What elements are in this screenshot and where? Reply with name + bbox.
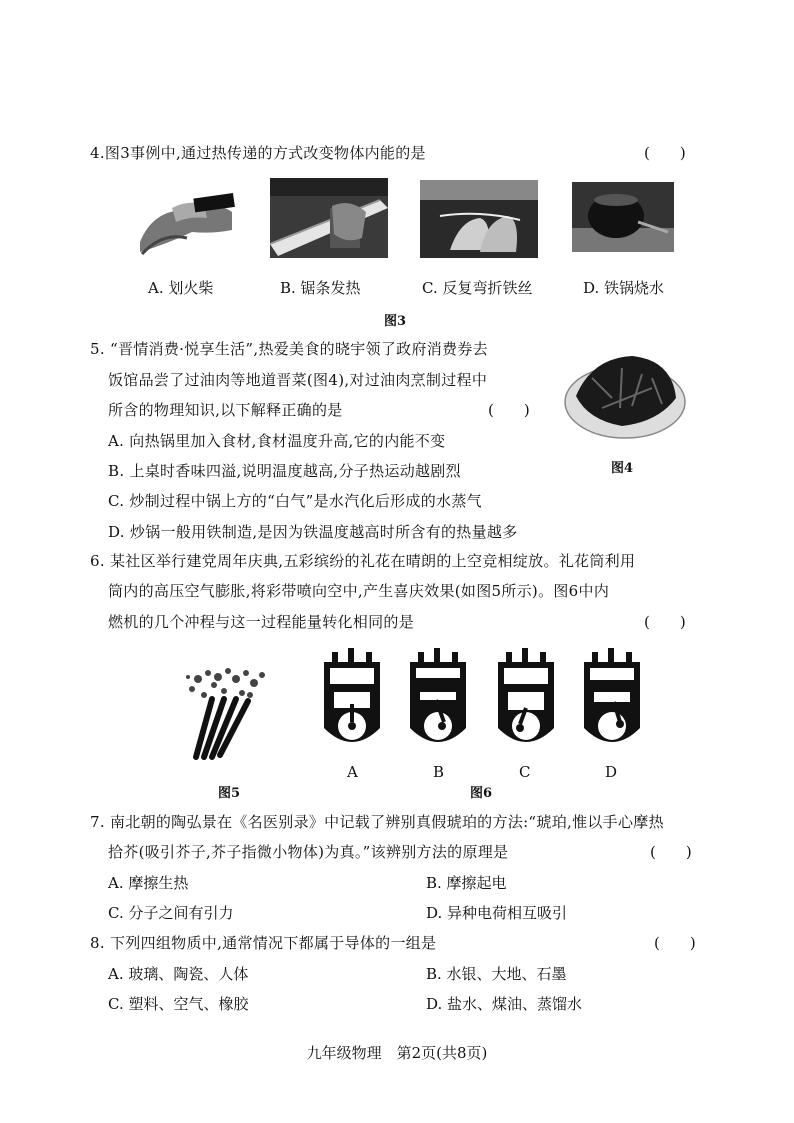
- q8-option-d: D. 盐水、煤油、蒸馏水: [426, 995, 583, 1013]
- q5-answer-paren: ( ): [488, 401, 530, 419]
- q5-stem-line-2: 饭馆品尝了过油肉等地道晋菜(图4),对过油肉烹制过程中: [108, 371, 488, 389]
- q7-option-a: A. 摩擦生热: [108, 874, 189, 892]
- q4-photo-iron-pot: [572, 182, 674, 252]
- q6-stem-line-1: 6. 某社区举行建党周年庆典,五彩缤纷的礼花在晴朗的上空竞相绽放。礼花筒利用: [90, 552, 636, 570]
- engine-label-c: C: [519, 763, 531, 781]
- fig6-label: 图6: [470, 786, 493, 801]
- engine-stroke-a: [320, 648, 384, 756]
- q4-photo-match: [132, 182, 240, 256]
- q4-option-d: D. 铁锅烧水: [583, 279, 665, 297]
- q5-stem-line-3: 所含的物理知识,以下解释正确的是: [108, 401, 343, 419]
- fig4-label: 图4: [611, 461, 634, 476]
- q5-option-a: A. 向热锅里加入食材,食材温度升高,它的内能不变: [108, 432, 446, 450]
- fig5-label: 图5: [218, 786, 241, 801]
- engine-stroke-b: [406, 648, 470, 756]
- q5-option-d: D. 炒锅一般用铁制造,是因为铁温度越高时所含有的热量越多: [108, 523, 518, 541]
- q5-option-c: C. 炒制过程中锅上方的“白气”是水汽化后形成的水蒸气: [108, 492, 482, 510]
- q7-answer-paren: ( ): [650, 843, 692, 861]
- engine-stroke-c: [494, 648, 558, 756]
- engine-stroke-d: [580, 648, 644, 756]
- q7-option-c: C. 分子之间有引力: [108, 904, 234, 922]
- q4-answer-paren: ( ): [644, 144, 686, 162]
- q5-photo-dish: [562, 348, 688, 444]
- q8-stem: 8. 下列四组物质中,通常情况下都属于导体的一组是: [90, 934, 437, 952]
- q8-option-b: B. 水银、大地、石墨: [426, 965, 567, 983]
- q8-option-c: C. 塑料、空气、橡胶: [108, 995, 249, 1013]
- q8-option-a: A. 玻璃、陶瓷、人体: [108, 965, 249, 983]
- q7-option-d: D. 异种电荷相互吸引: [426, 904, 568, 922]
- q4-photo-bend-wire: [420, 180, 538, 258]
- q6-stem-line-2: 筒内的高压空气膨胀,将彩带喷向空中,产生喜庆效果(如图5所示)。图6中内: [108, 582, 610, 600]
- q4-option-b: B. 锯条发热: [280, 279, 361, 297]
- q6-stem-line-3: 燃机的几个冲程与这一过程能量转化相同的是: [108, 613, 415, 631]
- q4-photo-saw: [270, 178, 388, 258]
- engine-label-b: B: [433, 763, 445, 781]
- q4-option-c: C. 反复弯折铁丝: [422, 279, 533, 297]
- engine-label-d: D: [605, 763, 618, 781]
- q7-stem-line-1: 7. 南北朝的陶弘景在《名医别录》中记载了辨别真假琥珀的方法:“琥珀,惟以手心摩热: [90, 813, 664, 831]
- q8-answer-paren: ( ): [654, 934, 696, 952]
- page-footer: 九年级物理 第2页(共8页): [306, 1044, 488, 1062]
- engine-label-a: A: [347, 763, 358, 781]
- q7-option-b: B. 摩擦起电: [426, 874, 507, 892]
- q6-answer-paren: ( ): [644, 613, 686, 631]
- q5-option-b: B. 上桌时香味四溢,说明温度越高,分子热运动越剧烈: [108, 462, 461, 480]
- q4-option-a: A. 划火柴: [148, 279, 214, 297]
- q4-stem: 4.图3事例中,通过热传递的方式改变物体内能的是: [90, 144, 426, 162]
- fig3-label: 图3: [384, 314, 407, 329]
- q7-stem-line-2: 拾芥(吸引芥子,芥子指微小物体)为真。”该辨别方法的原理是: [108, 843, 509, 861]
- fig5-confetti-tubes: [178, 665, 270, 763]
- q5-stem-line-1: 5. “晋情消费·悦享生活”,热爱美食的晓宇领了政府消费券去: [90, 340, 488, 358]
